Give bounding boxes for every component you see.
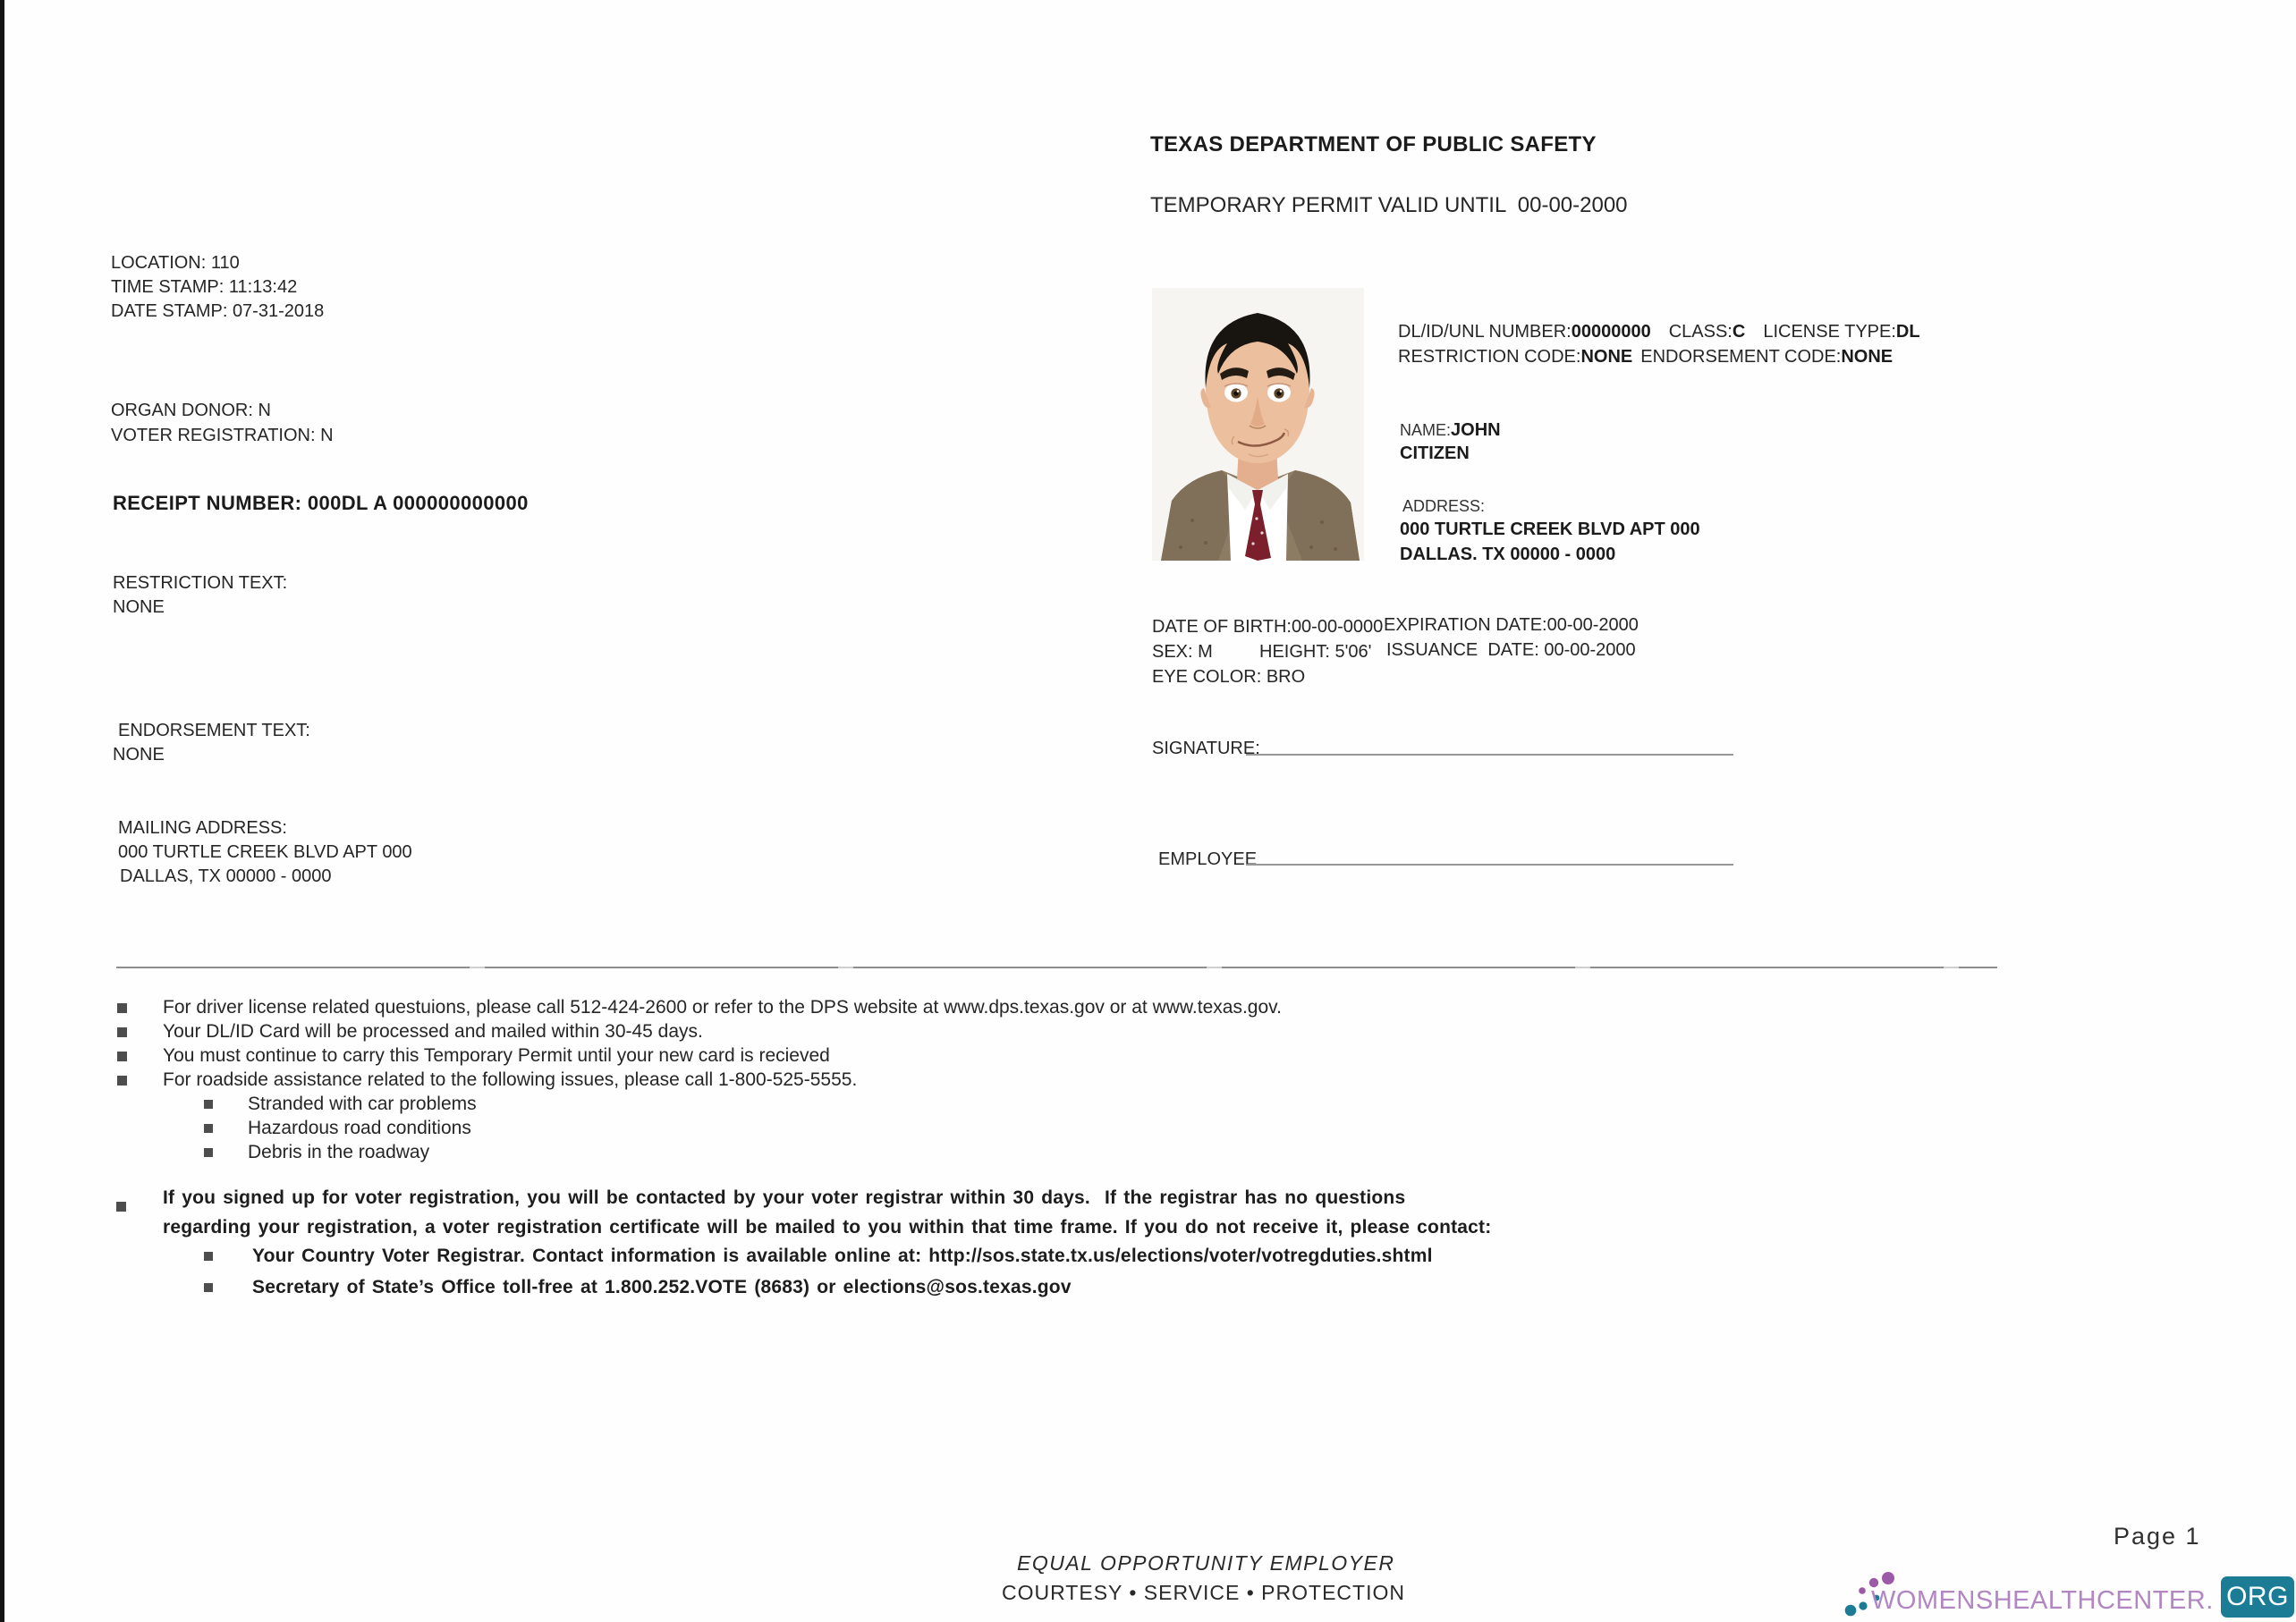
license-type-label: LICENSE TYPE: (1763, 322, 1896, 342)
license-number-label: DL/ID/UNL NUMBER: (1398, 322, 1572, 342)
address-line1: 000 TURTLE CREEK BLVD APT 000 (1400, 520, 1700, 539)
roadside-item (204, 1118, 471, 1139)
employee-label: EMPLOYEE (1158, 849, 1258, 869)
square-bullet-icon (117, 1027, 127, 1037)
receipt-number: RECEIPT NUMBER: 000DL A 000000000000 (113, 492, 529, 514)
square-bullet-icon (204, 1283, 213, 1292)
scan-edge-line (0, 0, 4, 1622)
womenshealthcenter-wordmark: WOMENSHEALTHCENTER. (1871, 1586, 2214, 1615)
eye-color-field: EYE COLOR: BRO (1152, 667, 1306, 687)
note-row (117, 1069, 857, 1091)
logo-dot (1859, 1601, 1867, 1609)
org-badge-text: ORG (2226, 1582, 2289, 1611)
address-label: ADDRESS: (1402, 497, 1486, 515)
voter-contact-text: Your Country Voter Registrar. Contact information is available online at: http://sos.state.tx.us/elections/voter/votregduties.shtml (252, 1246, 1433, 1266)
note-text: Your DL/ID Card will be processed and mailed within 30-45 days. (163, 1021, 703, 1042)
name-first: JOHN (1451, 420, 1501, 440)
voter-contact-item (204, 1277, 1072, 1298)
endorsement-code-label: ENDORSEMENT CODE: (1640, 347, 1842, 367)
permit-valid-line: TEMPORARY PERMIT VALID UNTIL 00-00-2000 (1150, 193, 1628, 217)
date-stamp: DATE STAMP: 07-31-2018 (111, 301, 325, 321)
voter-note-line2: regarding your registration, a voter registration certificate will be mailed to you within that time frame. If you do not receive it, please contact: (163, 1217, 1492, 1238)
note-text: For driver license related questuions, please call 512-424-2600 or refer to the DPS website at www.dps.texas.gov or at www.texas.gov. (163, 997, 1282, 1018)
voter-contact-item (204, 1246, 1433, 1267)
issuance-date: ISSUANCE DATE: 00-00-2000 (1386, 640, 1636, 660)
sex-field: SEX: M (1152, 642, 1213, 662)
square-bullet-icon (204, 1252, 213, 1261)
location-stamp: LOCATION: 110 (111, 253, 240, 273)
restriction-text-label: RESTRICTION TEXT: (113, 573, 288, 593)
equal-opportunity-text: EQUAL OPPORTUNITY EMPLOYER (1017, 1551, 1395, 1575)
license-class-value: C (1732, 322, 1746, 342)
license-class-label: CLASS: (1668, 322, 1733, 342)
note-text: For roadside assistance related to the following issues, please call 1-800-525-5555. (163, 1069, 858, 1090)
roadside-item-text: Hazardous road conditions (248, 1118, 471, 1138)
note-row (117, 1021, 703, 1043)
square-bullet-icon (116, 1202, 126, 1212)
license-number-value: 00000000 (1571, 322, 1651, 342)
address-line2: DALLAS. TX 00000 - 0000 (1400, 545, 1616, 564)
restriction-code-value: NONE (1580, 347, 1633, 367)
holder-name-row (1400, 420, 1501, 441)
agency-title: TEXAS DEPARTMENT OF PUBLIC SAFETY (1150, 132, 1597, 156)
roadside-item (204, 1094, 477, 1115)
portrait-photo (1152, 288, 1364, 561)
section-divider (116, 967, 1997, 968)
note-row (117, 997, 1282, 1018)
org-badge (2221, 1576, 2294, 1618)
square-bullet-icon (117, 1003, 127, 1013)
roadside-item (204, 1142, 429, 1163)
roadside-item-text: Debris in the roadway (248, 1142, 430, 1162)
name-label: NAME: (1400, 421, 1452, 439)
organ-donor-status: ORGAN DONOR: N (111, 401, 271, 420)
date-of-birth: DATE OF BIRTH:00-00-0000 (1152, 617, 1384, 637)
employee-line (1246, 864, 1733, 866)
logo-dot (1882, 1572, 1894, 1584)
license-type-value: DL (1895, 322, 1920, 342)
name-last: CITIZEN (1400, 444, 1470, 463)
square-bullet-icon (117, 1052, 127, 1061)
signature-label: SIGNATURE: (1152, 739, 1260, 758)
restriction-code-label: RESTRICTION CODE: (1398, 347, 1581, 367)
mailing-address-line2: DALLAS, TX 00000 - 0000 (120, 866, 332, 886)
note-row (117, 1045, 830, 1067)
endorsement-text-label: ENDORSEMENT TEXT: (118, 721, 310, 740)
license-number-row (1398, 322, 1920, 342)
motto-text: COURTESY • SERVICE • PROTECTION (1002, 1581, 1405, 1604)
square-bullet-icon (204, 1124, 213, 1133)
height-field: HEIGHT: 5'06' (1259, 642, 1372, 662)
square-bullet-icon (117, 1076, 127, 1086)
note-text: You must continue to carry this Temporary Permit until your new card is recieved (163, 1045, 830, 1066)
time-stamp: TIME STAMP: 11:13:42 (111, 277, 298, 297)
page-number: Page 1 (2114, 1523, 2201, 1550)
expiration-date: EXPIRATION DATE:00-00-2000 (1384, 615, 1639, 635)
voter-contact-text: Secretary of State’s Office toll-free at 1.800.252.VOTE (8683) or elections@sos.texas.gov (252, 1277, 1072, 1297)
square-bullet-icon (204, 1148, 213, 1157)
license-codes-row (1398, 347, 1893, 367)
logo-dot (1844, 1605, 1856, 1617)
mailing-address-label: MAILING ADDRESS: (118, 818, 287, 838)
roadside-item-text: Stranded with car problems (248, 1094, 477, 1114)
endorsement-text-value: NONE (113, 745, 165, 765)
square-bullet-icon (204, 1100, 213, 1109)
logo-dot (1859, 1587, 1866, 1594)
endorsement-code-value: NONE (1841, 347, 1894, 367)
mailing-address-line1: 000 TURTLE CREEK BLVD APT 000 (118, 842, 412, 862)
voter-note-line1: If you signed up for voter registration, you will be contacted by your voter registrar within 30 days. If the registrar has no questions (163, 1187, 1406, 1208)
restriction-text-value: NONE (113, 597, 165, 617)
signature-line (1246, 754, 1733, 756)
voter-registration-status: VOTER REGISTRATION: N (111, 426, 334, 445)
